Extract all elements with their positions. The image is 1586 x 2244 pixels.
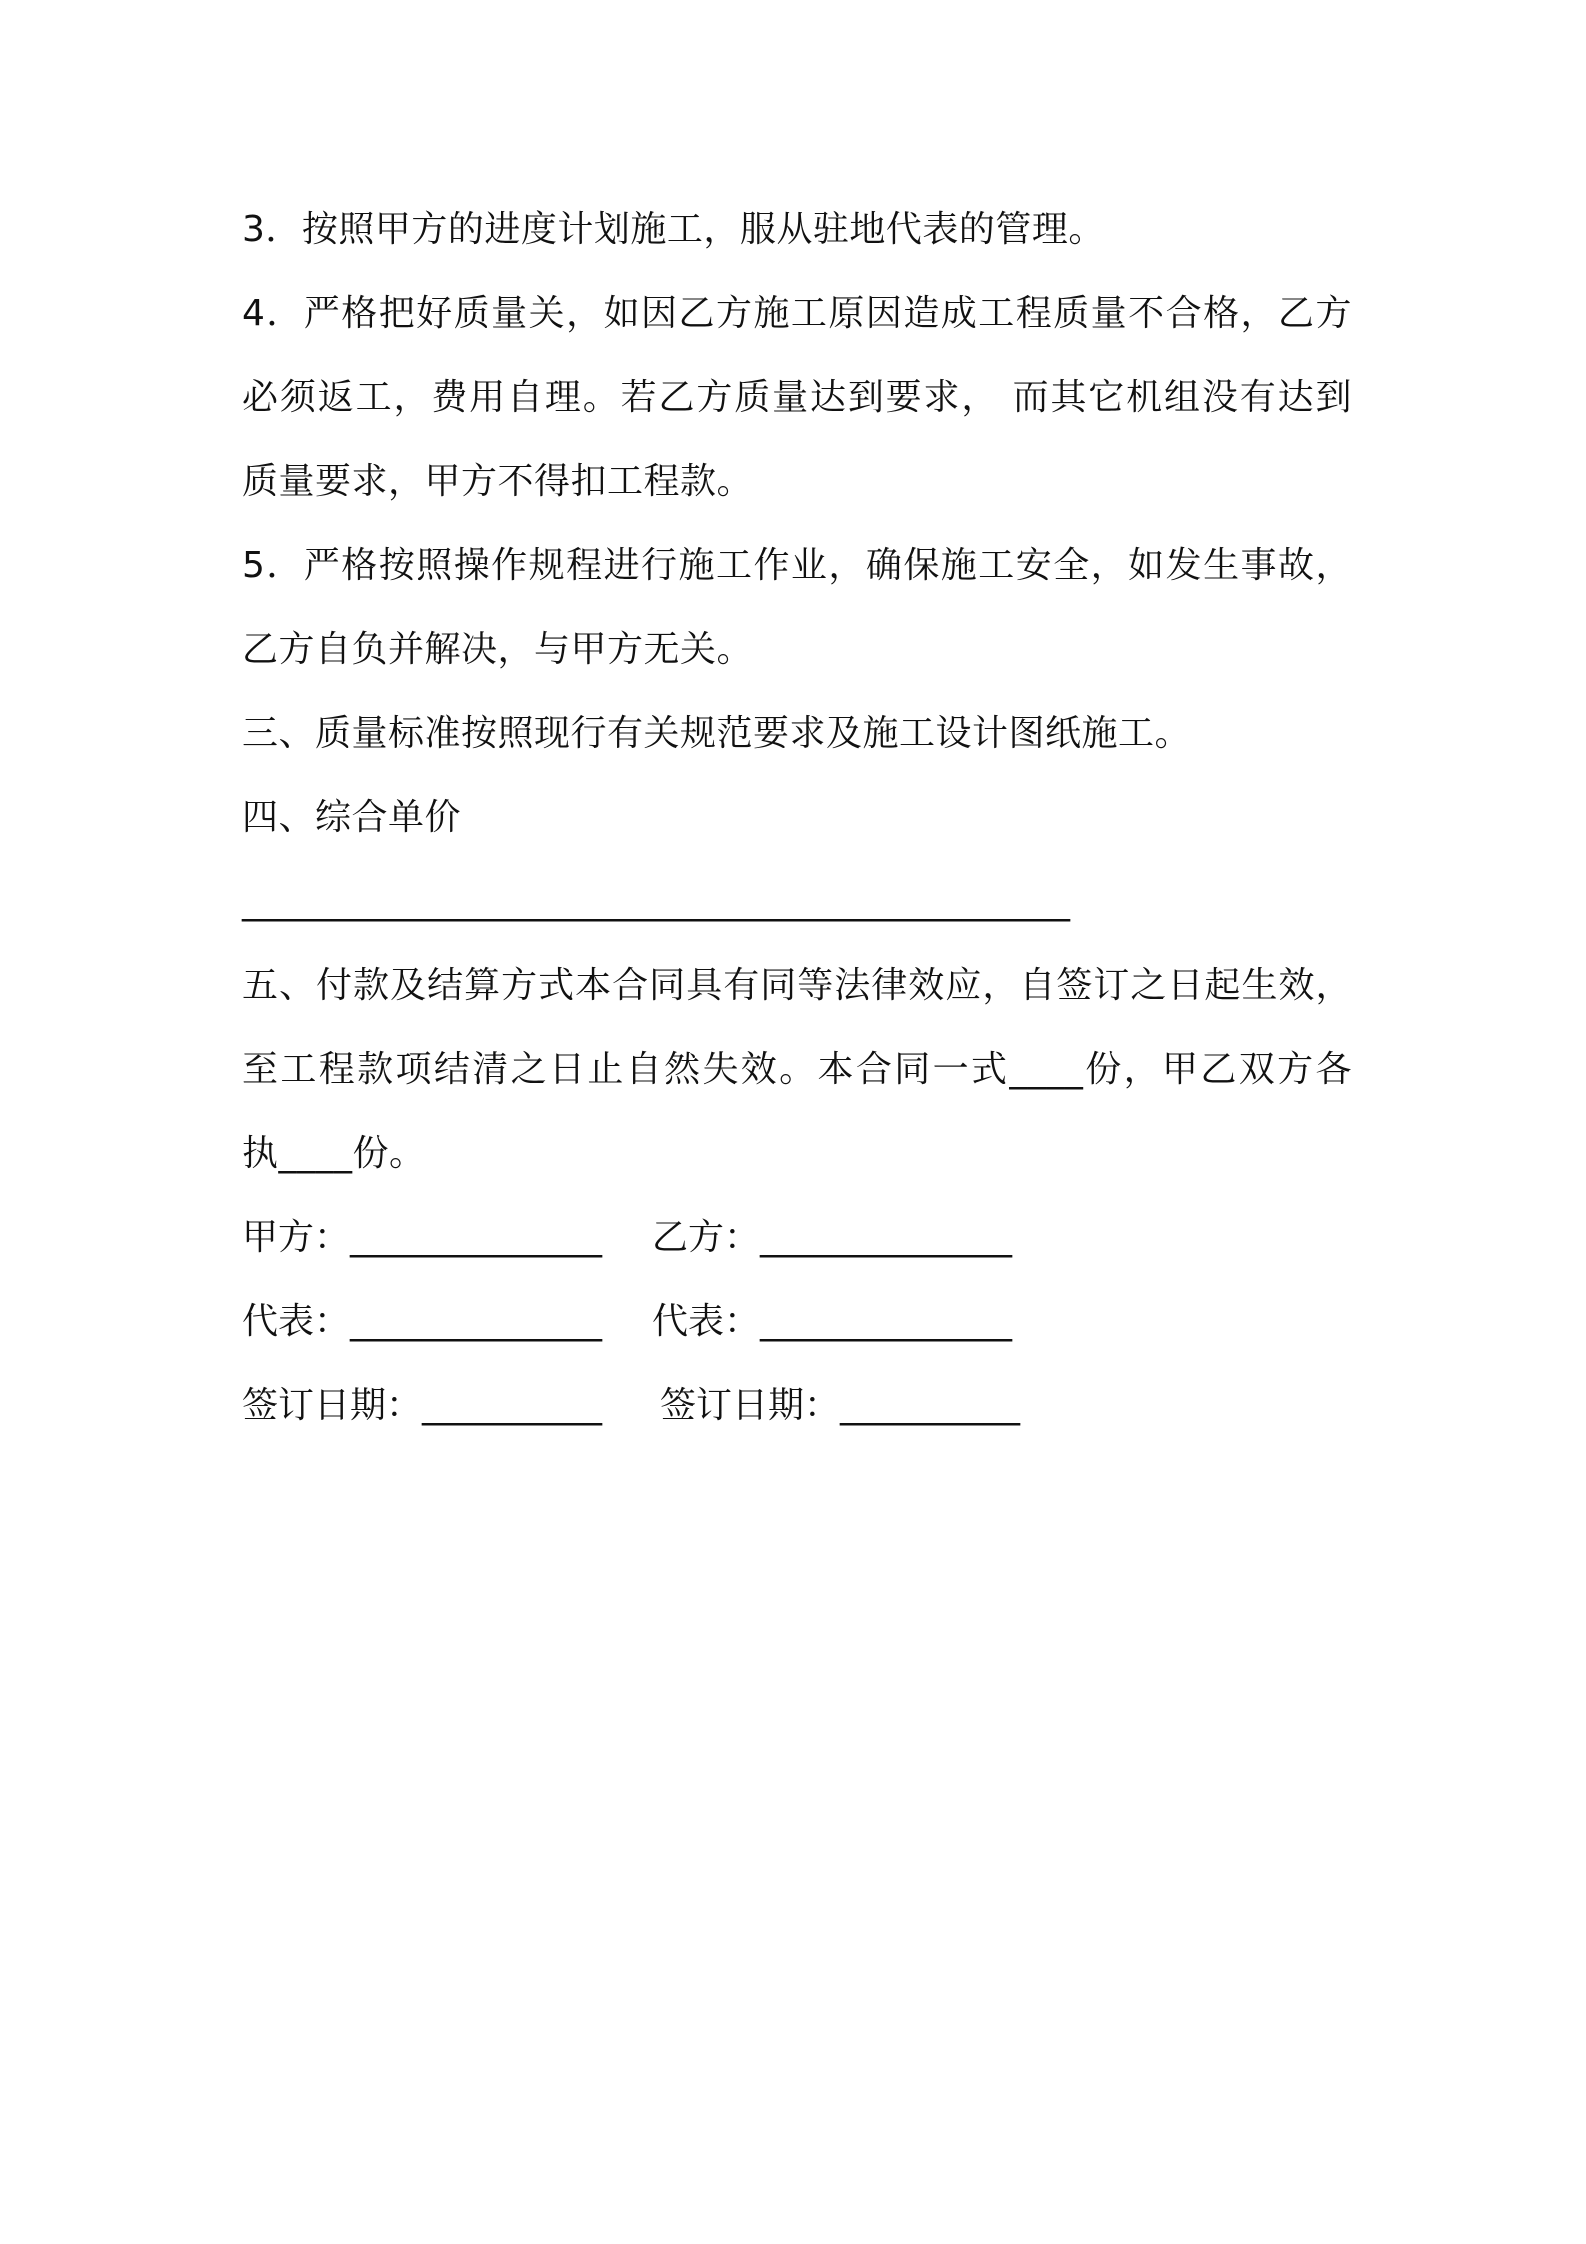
clause-4-line-1: 4．严格把好质量关，如因乙方施工原因造成工程质量不合格，乙方 (242, 293, 1352, 334)
signing-date-a-field: 签订日期：__________ (242, 1385, 603, 1426)
representative-b-field: 代表：______________ (652, 1301, 1013, 1342)
section-5-line-3: 执____份。 (242, 1133, 426, 1174)
section-5-line-2: 至工程款项结清之日止自然失效。本合同一式____份，甲乙双方各 (242, 1049, 1352, 1090)
unit-price-blank-line: ______________________________________________ (242, 881, 1070, 922)
section-5-line-1: 五、付款及结算方式本合同具有同等法律效应，自签订之日起生效， (242, 965, 1352, 1006)
representative-a-field: 代表：______________ (242, 1301, 603, 1342)
clause-4-line-3: 质量要求，甲方不得扣工程款。 (242, 461, 754, 502)
party-a-field: 甲方：______________ (242, 1217, 603, 1258)
clause-3: 3．按照甲方的进度计划施工，服从驻地代表的管理。 (242, 209, 1105, 250)
party-b-field: 乙方：______________ (652, 1217, 1013, 1258)
section-4-unit-price: 四、综合单价 (242, 797, 462, 838)
signing-date-b-field: 签订日期：__________ (660, 1385, 1021, 1426)
section-3-quality: 三、质量标准按照现行有关规范要求及施工设计图纸施工。 (242, 713, 1192, 754)
clause-5-line-1: 5．严格按照操作规程进行施工作业，确保施工安全，如发生事故， (242, 545, 1352, 586)
clause-5-line-2: 乙方自负并解决，与甲方无关。 (242, 629, 754, 670)
clause-4-line-2: 必须返工，费用自理。若乙方质量达到要求， 而其它机组没有达到 (242, 377, 1352, 418)
